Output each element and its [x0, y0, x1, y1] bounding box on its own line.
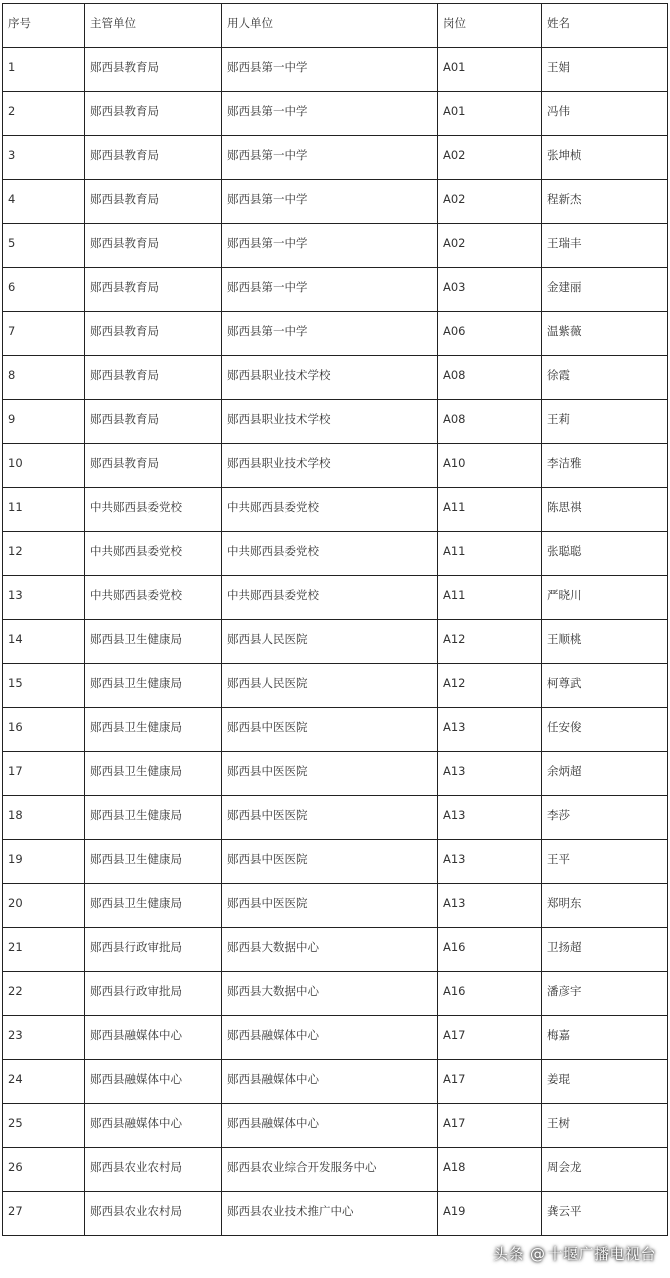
watermark: [493, 1243, 656, 1264]
position-cell: A06: [438, 312, 542, 356]
position-cell: A02: [438, 180, 542, 224]
employing-unit-cell: 郧西县职业技术学校: [222, 356, 438, 400]
serial-number-cell: 27: [3, 1192, 85, 1236]
employing-unit-cell: 郧西县中医医院: [222, 884, 438, 928]
name-cell: 王莉: [542, 400, 668, 444]
serial-number-cell: 3: [3, 136, 85, 180]
watermark-account: 十堰广播电视台: [547, 1245, 656, 1263]
employing-unit-cell: 郧西县第一中学: [222, 136, 438, 180]
employing-unit-cell: 中共郧西县委党校: [222, 576, 438, 620]
supervising-unit-cell: 郧西县融媒体中心: [85, 1104, 222, 1148]
serial-number-cell: 8: [3, 356, 85, 400]
name-cell: 张聪聪: [542, 532, 668, 576]
serial-number-cell: 1: [3, 48, 85, 92]
position-cell: A13: [438, 752, 542, 796]
supervising-unit-cell: 郧西县农业农村局: [85, 1148, 222, 1192]
position-cell: A02: [438, 224, 542, 268]
supervising-unit-cell: 郧西县行政审批局: [85, 928, 222, 972]
table-row: [3, 752, 668, 796]
serial-number-cell: 17: [3, 752, 85, 796]
header-employing-unit: 用人单位: [222, 4, 438, 48]
position-cell: A12: [438, 620, 542, 664]
serial-number-cell: 16: [3, 708, 85, 752]
table-row: [3, 180, 668, 224]
employing-unit-cell: 郧西县人民医院: [222, 620, 438, 664]
supervising-unit-cell: 郧西县教育局: [85, 400, 222, 444]
supervising-unit-cell: 郧西县卫生健康局: [85, 796, 222, 840]
table-row: [3, 664, 668, 708]
supervising-unit-cell: 郧西县农业农村局: [85, 1192, 222, 1236]
employing-unit-cell: 中共郧西县委党校: [222, 488, 438, 532]
name-cell: 余炳超: [542, 752, 668, 796]
supervising-unit-cell: 郧西县卫生健康局: [85, 708, 222, 752]
employing-unit-cell: 郧西县职业技术学校: [222, 400, 438, 444]
name-cell: 温紫薇: [542, 312, 668, 356]
name-cell: 姜琨: [542, 1060, 668, 1104]
employing-unit-cell: 郧西县第一中学: [222, 92, 438, 136]
supervising-unit-cell: 郧西县教育局: [85, 136, 222, 180]
employing-unit-cell: 郧西县大数据中心: [222, 928, 438, 972]
supervising-unit-cell: 郧西县教育局: [85, 268, 222, 312]
name-cell: 王顺桃: [542, 620, 668, 664]
name-cell: 陈思祺: [542, 488, 668, 532]
serial-number-cell: 9: [3, 400, 85, 444]
name-cell: 周会龙: [542, 1148, 668, 1192]
employing-unit-cell: 郧西县融媒体中心: [222, 1016, 438, 1060]
position-cell: A11: [438, 532, 542, 576]
employing-unit-cell: 郧西县人民医院: [222, 664, 438, 708]
serial-number-cell: 15: [3, 664, 85, 708]
name-cell: 卫扬超: [542, 928, 668, 972]
table-row: [3, 444, 668, 488]
table-row: [3, 1016, 668, 1060]
name-cell: 王树: [542, 1104, 668, 1148]
name-cell: 潘彦宇: [542, 972, 668, 1016]
position-cell: A11: [438, 576, 542, 620]
name-cell: 金建丽: [542, 268, 668, 312]
position-cell: A17: [438, 1104, 542, 1148]
supervising-unit-cell: 郧西县教育局: [85, 224, 222, 268]
supervising-unit-cell: 郧西县卫生健康局: [85, 840, 222, 884]
table-row: [3, 92, 668, 136]
name-cell: 郑明东: [542, 884, 668, 928]
employing-unit-cell: 郧西县融媒体中心: [222, 1060, 438, 1104]
employing-unit-cell: 郧西县中医医院: [222, 708, 438, 752]
serial-number-cell: 14: [3, 620, 85, 664]
name-cell: 任安俊: [542, 708, 668, 752]
supervising-unit-cell: 郧西县教育局: [85, 444, 222, 488]
table-row: [3, 972, 668, 1016]
name-cell: 李莎: [542, 796, 668, 840]
serial-number-cell: 21: [3, 928, 85, 972]
supervising-unit-cell: 郧西县教育局: [85, 356, 222, 400]
employing-unit-cell: 郧西县农业技术推广中心: [222, 1192, 438, 1236]
position-cell: A13: [438, 796, 542, 840]
serial-number-cell: 26: [3, 1148, 85, 1192]
employing-unit-cell: 郧西县第一中学: [222, 312, 438, 356]
position-cell: A17: [438, 1016, 542, 1060]
table-row: [3, 620, 668, 664]
watermark-prefix: 头条: [492, 1245, 524, 1263]
supervising-unit-cell: 郧西县融媒体中心: [85, 1016, 222, 1060]
name-cell: 王瑞丰: [542, 224, 668, 268]
roster-table: [2, 3, 668, 1236]
employing-unit-cell: 郧西县中医医院: [222, 752, 438, 796]
table-row: [3, 136, 668, 180]
header-name: 姓名: [542, 4, 668, 48]
employing-unit-cell: 中共郧西县委党校: [222, 532, 438, 576]
table-row: [3, 928, 668, 972]
serial-number-cell: 25: [3, 1104, 85, 1148]
supervising-unit-cell: 郧西县教育局: [85, 312, 222, 356]
name-cell: 冯伟: [542, 92, 668, 136]
table-row: [3, 1060, 668, 1104]
position-cell: A08: [438, 356, 542, 400]
employing-unit-cell: 郧西县融媒体中心: [222, 1104, 438, 1148]
serial-number-cell: 18: [3, 796, 85, 840]
supervising-unit-cell: 郧西县融媒体中心: [85, 1060, 222, 1104]
supervising-unit-cell: 郧西县教育局: [85, 48, 222, 92]
table-row: [3, 312, 668, 356]
position-cell: A01: [438, 92, 542, 136]
supervising-unit-cell: 郧西县卫生健康局: [85, 620, 222, 664]
table-row: [3, 576, 668, 620]
position-cell: A02: [438, 136, 542, 180]
position-cell: A18: [438, 1148, 542, 1192]
table-row: [3, 840, 668, 884]
name-cell: 李洁雅: [542, 444, 668, 488]
supervising-unit-cell: 郧西县卫生健康局: [85, 752, 222, 796]
supervising-unit-cell: 郧西县教育局: [85, 180, 222, 224]
employing-unit-cell: 郧西县第一中学: [222, 180, 438, 224]
name-cell: 程新杰: [542, 180, 668, 224]
name-cell: 张坤桢: [542, 136, 668, 180]
table-row: [3, 1192, 668, 1236]
serial-number-cell: 7: [3, 312, 85, 356]
table-header-row: [3, 4, 668, 48]
position-cell: A19: [438, 1192, 542, 1236]
serial-number-cell: 6: [3, 268, 85, 312]
position-cell: A16: [438, 972, 542, 1016]
name-cell: 王平: [542, 840, 668, 884]
header-supervising-unit: 主管单位: [85, 4, 222, 48]
serial-number-cell: 2: [3, 92, 85, 136]
serial-number-cell: 4: [3, 180, 85, 224]
supervising-unit-cell: 郧西县卫生健康局: [85, 884, 222, 928]
employing-unit-cell: 郧西县第一中学: [222, 224, 438, 268]
position-cell: A08: [438, 400, 542, 444]
supervising-unit-cell: 中共郧西县委党校: [85, 532, 222, 576]
employing-unit-cell: 郧西县第一中学: [222, 268, 438, 312]
supervising-unit-cell: 郧西县教育局: [85, 92, 222, 136]
position-cell: A16: [438, 928, 542, 972]
serial-number-cell: 19: [3, 840, 85, 884]
header-serial-number: 序号: [3, 4, 85, 48]
serial-number-cell: 22: [3, 972, 85, 1016]
table-row: [3, 796, 668, 840]
serial-number-cell: 20: [3, 884, 85, 928]
position-cell: A01: [438, 48, 542, 92]
supervising-unit-cell: 郧西县行政审批局: [85, 972, 222, 1016]
table-row: [3, 884, 668, 928]
table-row: [3, 356, 668, 400]
position-cell: A13: [438, 840, 542, 884]
employing-unit-cell: 郧西县大数据中心: [222, 972, 438, 1016]
supervising-unit-cell: 中共郧西县委党校: [85, 576, 222, 620]
table-row: [3, 224, 668, 268]
name-cell: 严晓川: [542, 576, 668, 620]
header-position: 岗位: [438, 4, 542, 48]
employing-unit-cell: 郧西县中医医院: [222, 796, 438, 840]
position-cell: A03: [438, 268, 542, 312]
name-cell: 柯尊武: [542, 664, 668, 708]
table-row: [3, 268, 668, 312]
position-cell: A13: [438, 708, 542, 752]
position-cell: A10: [438, 444, 542, 488]
serial-number-cell: 12: [3, 532, 85, 576]
table-row: [3, 400, 668, 444]
supervising-unit-cell: 中共郧西县委党校: [85, 488, 222, 532]
serial-number-cell: 10: [3, 444, 85, 488]
employing-unit-cell: 郧西县职业技术学校: [222, 444, 438, 488]
position-cell: A12: [438, 664, 542, 708]
watermark-at: @: [529, 1244, 546, 1263]
name-cell: 徐霞: [542, 356, 668, 400]
serial-number-cell: 24: [3, 1060, 85, 1104]
position-cell: A13: [438, 884, 542, 928]
serial-number-cell: 5: [3, 224, 85, 268]
table-row: [3, 1148, 668, 1192]
table-row: [3, 1104, 668, 1148]
serial-number-cell: 13: [3, 576, 85, 620]
serial-number-cell: 11: [3, 488, 85, 532]
position-cell: A17: [438, 1060, 542, 1104]
name-cell: 龚云平: [542, 1192, 668, 1236]
position-cell: A11: [438, 488, 542, 532]
supervising-unit-cell: 郧西县卫生健康局: [85, 664, 222, 708]
table-row: [3, 48, 668, 92]
table-row: [3, 488, 668, 532]
serial-number-cell: 23: [3, 1016, 85, 1060]
employing-unit-cell: 郧西县农业综合开发服务中心: [222, 1148, 438, 1192]
table-row: [3, 708, 668, 752]
name-cell: 王娟: [542, 48, 668, 92]
name-cell: 梅嘉: [542, 1016, 668, 1060]
roster-body: [3, 48, 668, 1236]
employing-unit-cell: 郧西县第一中学: [222, 48, 438, 92]
table-row: [3, 532, 668, 576]
employing-unit-cell: 郧西县中医医院: [222, 840, 438, 884]
